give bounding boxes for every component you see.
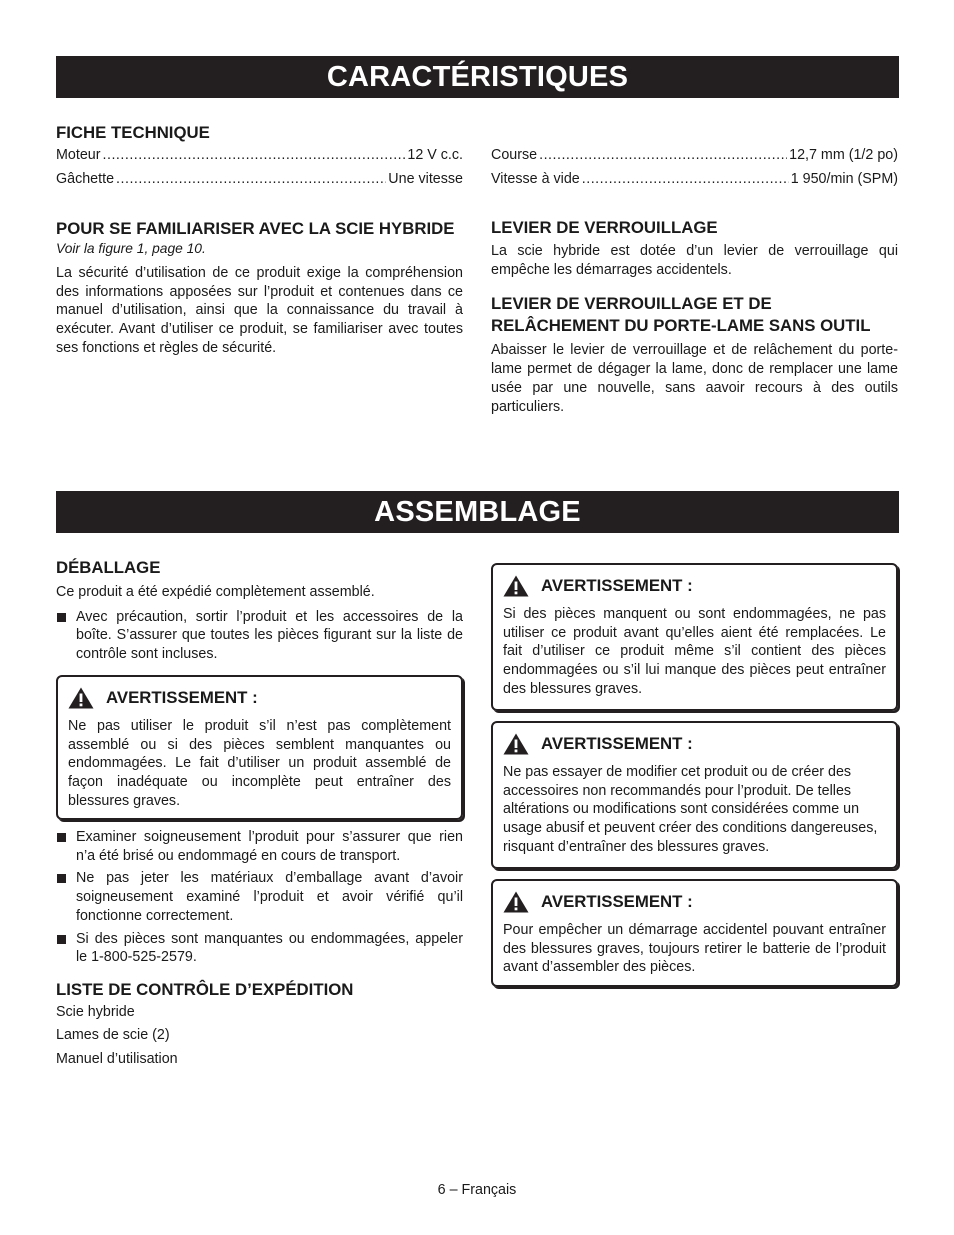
warning-title [503, 573, 886, 599]
assemblage-left-column-cont [56, 828, 463, 1071]
warning-text: Ne pas essayer de modifier cet produit ou de créer des accessoires non recommandés pour l’produit. De telles altérations ou modifications sont considérées comme un usage abusif et peuvent créer des conditions dangereuses, risquant d’entraîner des blessures graves. [503, 764, 878, 855]
warning-text: Pour empêcher un démarrage accidentel pouvant entraîner des blessures graves, toujours retirer le batterie de l’produit avant d’assembler des pièces. [503, 922, 886, 976]
list-item: Examiner soigneusement l’produit pour s’assurer que rien n’a été brisé ou endommagé en cours de transport. [56, 828, 463, 865]
leader-dots [582, 170, 789, 189]
shipping-list [56, 1001, 463, 1072]
spec-label: Course [491, 147, 538, 163]
leader-dots [103, 146, 406, 165]
warning-title [68, 685, 451, 711]
spec-value: 1 950/min (SPM) [790, 171, 898, 187]
spec-row [56, 146, 463, 170]
spec-row [491, 170, 898, 194]
section-banner-caracteristiques: CARACTÉRISTIQUES [56, 56, 899, 98]
caracteristiques-right-column [491, 146, 898, 416]
list-item: Lames de scie (2) [56, 1027, 170, 1044]
warning-title-text: AVERTISSEMENT : [541, 734, 693, 753]
familiariser-text: La sécurité d’utilisation de ce produit exige la compréhension des informations apposées sur l’produit et contenues dans ce manuel d’utilisation, ainsi que la connaissance du travail à exécuter. Avant d’utiliser ce produit, se familiariser avec toutes ses fonctions et règles de sécurité. [56, 265, 463, 356]
warning-triangle-icon [68, 687, 94, 709]
warning-title [503, 731, 886, 757]
warning-triangle-icon [503, 891, 529, 913]
list-item: Ne pas jeter les matériaux d’emballage avant d’avoir soigneusement examiné l’produit et avoir vérifié qu’il fonctionne correctement. [56, 869, 463, 925]
warning-title-text: AVERTISSEMENT : [106, 688, 258, 707]
warning-title [503, 889, 886, 915]
warning-box [491, 563, 898, 711]
figure-reference: Voir la figure 1, page 10. [56, 241, 206, 256]
levier-heading: LEVIER DE VERROUILLAGE [491, 218, 718, 237]
list-item: Avec précaution, sortir l’produit et les accessoires de la boîte. S’assurer que toutes les pièces figurant sur la liste de contrôle sont incluses. [56, 608, 463, 664]
fiche-technique-heading: FICHE TECHNIQUE [56, 123, 210, 142]
spec-row [56, 170, 463, 194]
spec-row [491, 146, 898, 170]
levier-relachement-heading: LEVIER DE VERROUILLAGE ET DE RELÂCHEMENT DU PORTE-LAME SANS OUTIL [491, 294, 871, 336]
list-item: Si des pièces sont manquantes ou endommagées, appeler le 1-800-525-2579. [56, 930, 463, 967]
warning-box [56, 675, 463, 820]
warning-title-text: AVERTISSEMENT : [541, 892, 693, 911]
familiariser-heading: POUR SE FAMILIARISER AVEC LA SCIE HYBRIDE [56, 219, 455, 238]
leader-dots [116, 170, 386, 189]
spec-value: 12 V c.c. [407, 147, 463, 163]
warning-text: Si des pièces manquent ou sont endommagées, ne pas utiliser ce produit avant qu’elles aient été remplacées. Le fait d’utiliser ce produit même s’il contient des pièces endommagées ou s’il lui manque des pièces peut entraîner des blessures graves. [503, 606, 886, 697]
leader-dots [539, 146, 787, 165]
spec-value: 12,7 mm (1/2 po) [789, 147, 898, 163]
deballage-bullets [56, 608, 463, 664]
caracteristiques-left-column [56, 122, 463, 358]
warning-text: Ne pas utiliser le produit s’il n’est pas complètement assemblé ou si des pièces semblent manquantes ou endommagées. Le fait d’utiliser un produit assemblé de façon inadéquate ou incomplète peut entraîner des blessures graves. [68, 718, 451, 809]
liste-heading: LISTE DE CONTRÔLE D’EXPÉDITION [56, 979, 354, 999]
list-item: Scie hybride [56, 1003, 135, 1020]
levier-text: La scie hybride est dotée d’un levier de verrouillage qui empêche les démarrages accidentels. [491, 243, 898, 278]
levier-relachement-text: Abaisser le levier de verrouillage et de relâchement du porte-lame permet de dégager la lame, donc de remplacer une lame usée par une nouvelle, sans aavoir recours à des outils particuliers. [491, 342, 898, 415]
deballage-intro: Ce produit a été expédié complètement assemblé. [56, 584, 375, 600]
warning-box [491, 879, 898, 987]
spec-label: Vitesse à vide [491, 171, 580, 187]
warning-triangle-icon [503, 575, 529, 597]
warning-triangle-icon [503, 733, 529, 755]
spec-label: Moteur [56, 147, 101, 163]
spec-label: Gâchette [56, 171, 115, 187]
section-banner-assemblage: ASSEMBLAGE [56, 491, 899, 533]
assemblage-left-column [56, 557, 463, 664]
page-footer: 6 – Français [437, 1182, 517, 1198]
list-item: Manuel d’utilisation [56, 1050, 178, 1067]
warning-title-text: AVERTISSEMENT : [541, 576, 693, 595]
deballage-heading: DÉBALLAGE [56, 558, 161, 577]
inspection-bullets [56, 828, 463, 967]
warning-box [491, 721, 898, 869]
spec-value: Une vitesse [388, 171, 463, 187]
